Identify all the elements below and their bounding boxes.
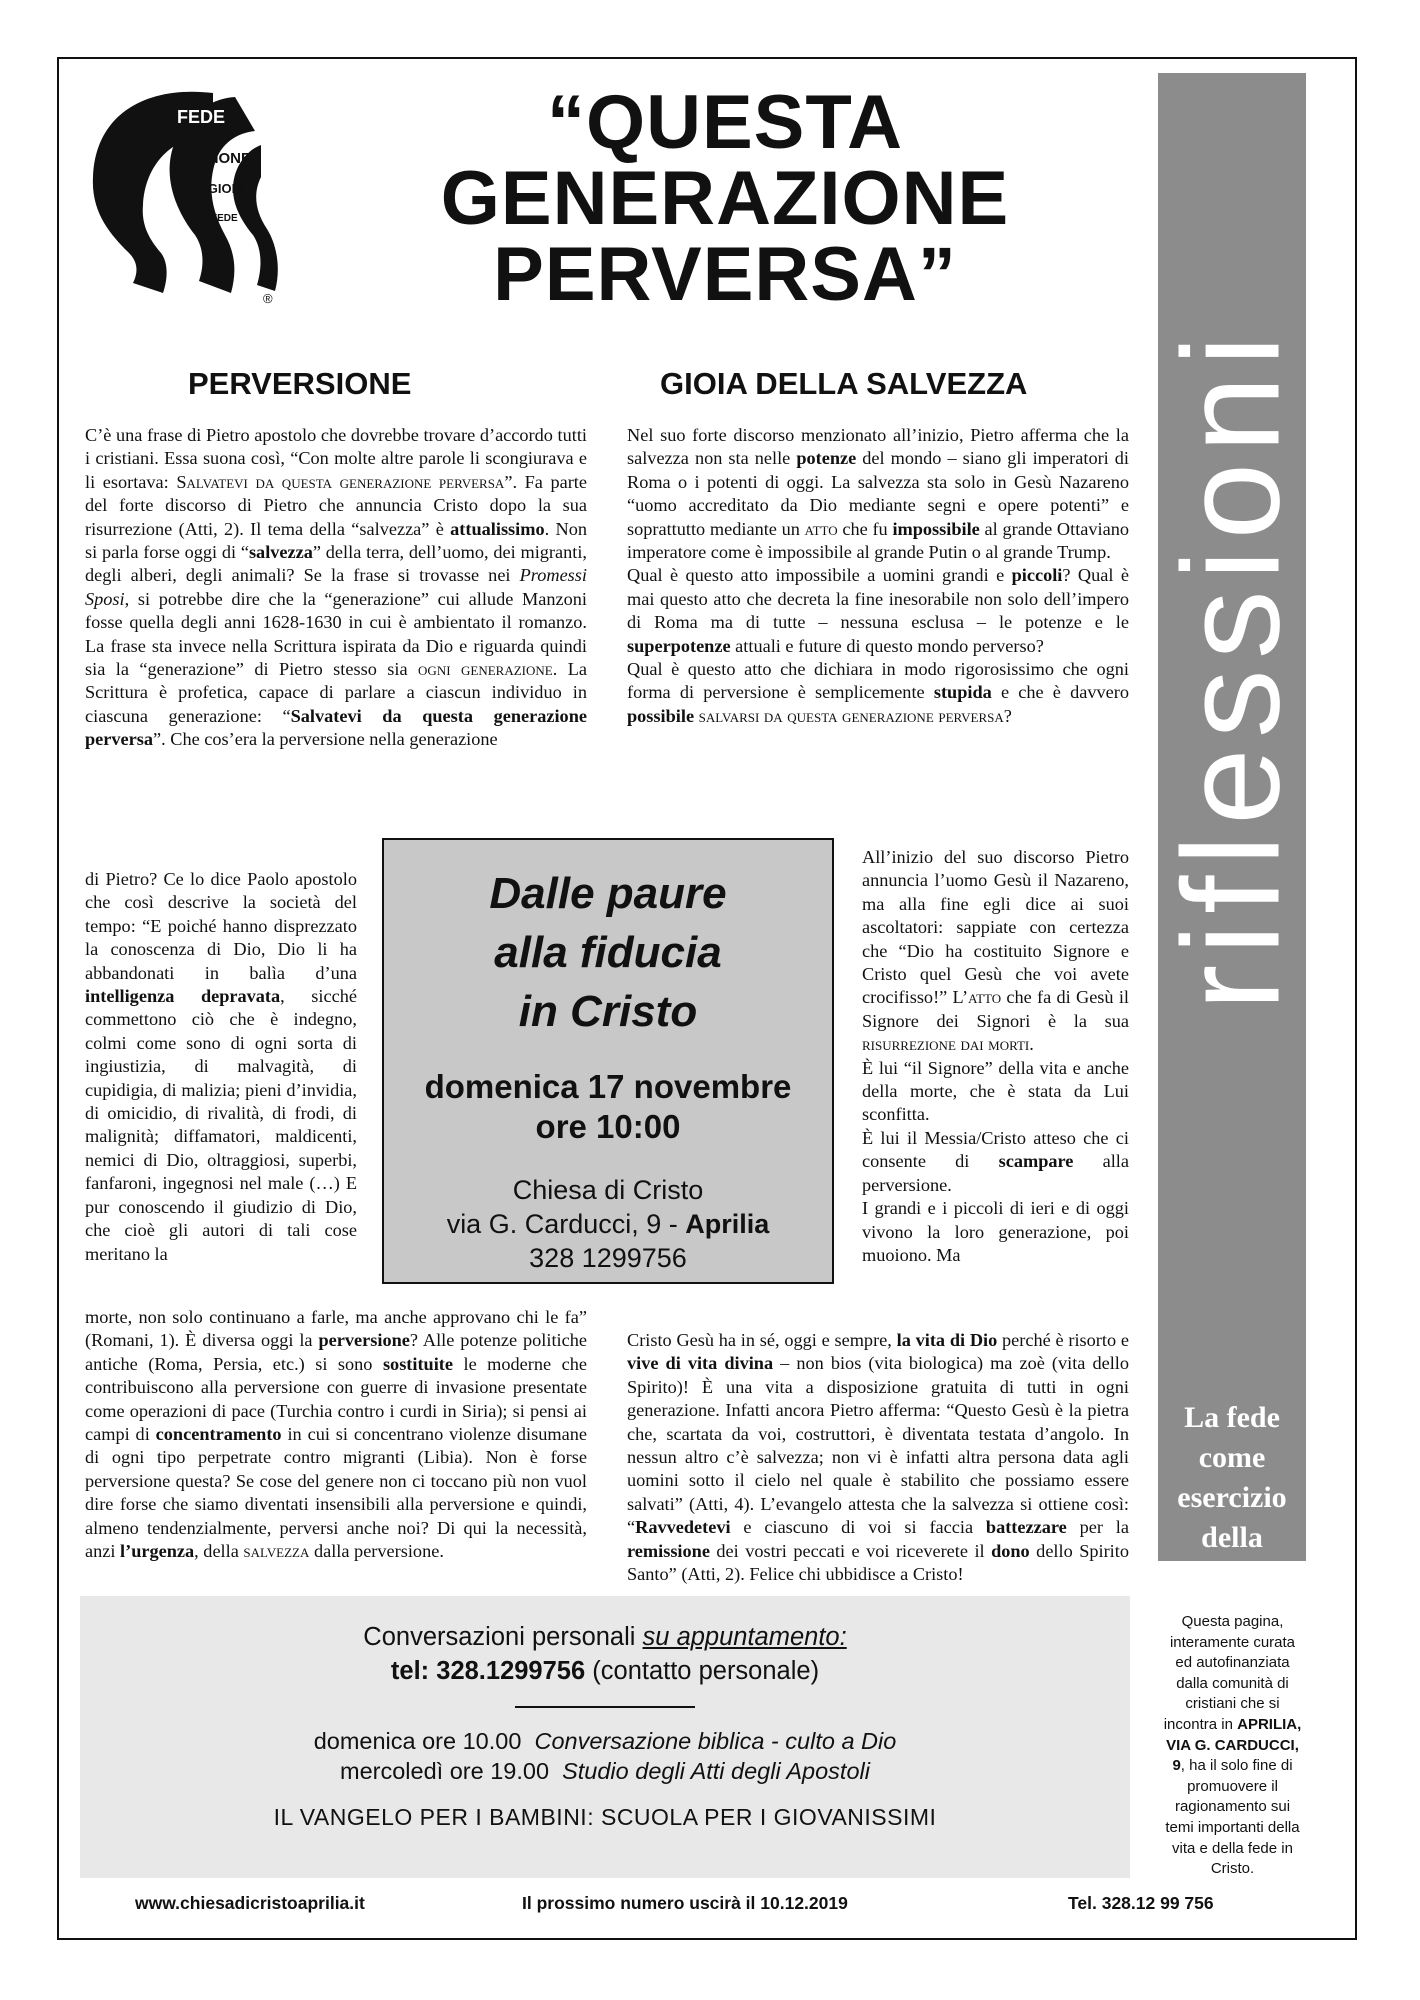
text-bold: battezzare: [985, 1517, 1067, 1538]
website-link[interactable]: www.chiesadicristoaprilia.it: [135, 1893, 365, 1913]
note-place: APRILIA, VIA G. CARDUCCI, 9: [1166, 1715, 1302, 1775]
text: di Pietro? Ce lo dice Paolo apostolo che così descrive la società del tempo: “E poiché hanno disprezzato la conoscenza di Dio, Dio li ha abbandonati in balìa d’una: [85, 869, 357, 983]
tel-number: tel: 328.1299756: [390, 1657, 586, 1685]
right-column-narrow: [862, 846, 1129, 1267]
text-bold: intelligenza depravata: [85, 986, 281, 1007]
title-line-1: “QUESTA: [546, 80, 904, 165]
registered-mark: ®: [263, 291, 273, 305]
next-issue-note: Il prossimo numero uscirà il 10.12.2019: [522, 1893, 848, 1913]
text: – non bios (vita biologica) ma zoè (vita dello Spirito)! È una vita a disposizione gratuita di tutti in ogni generazione. Infatti ancora Pietro afferma: “Questo Gesù è la pietra che, scartata da voi, costruttori, è diventata testata d’angolo. In nessun altro c’è salvezza; non vi è infatti altra persona data agli uomini sotto il cielo nel quale è stabilito che possiamo essere salvati” (Atti, 4). L’evangelo attesta che la salvezza si ottiene così: “: [627, 1353, 1129, 1538]
text: che fu: [842, 518, 888, 539]
motto-line: della: [1201, 1521, 1263, 1554]
riflessioni-sidebar: [1154, 73, 1309, 1594]
schedule-time: domenica ore 10.00: [313, 1728, 522, 1754]
text-smallcaps: risurrezione dai morti: [862, 1034, 1030, 1055]
callout-phone: 328 1299756: [529, 1243, 687, 1273]
callout-time: ore 10:00: [535, 1108, 681, 1145]
text-bold: remissione: [627, 1540, 710, 1561]
schedule-desc: Conversazione biblica - culto a Dio: [534, 1728, 897, 1754]
fede-ragione-logo: [85, 85, 280, 305]
text: .: [1029, 1034, 1034, 1055]
text: ? Qual è mai questo atto che decreta la fine inesorabile non solo dell’impero di Roma ma di tutte – nessuna esclusa – le potenze e le: [627, 565, 1129, 633]
text: , sicché commettono ciò che è indegno, colmi come sono di ogni sorta di ingiustizia, di malvagità, di cupidigia, di malizia; pieni d’invidia, di omicidio, di rivalità, di frodi, di malignità; diffamatori, maldicenti, nemici di Dio, oltraggiosi, superbi, fanfaroni, ingegnosi nel male (…) E pur conoscendo il giudizio di Dio, che cioè gli autori di tali cose meritano la: [85, 986, 357, 1264]
text: in cui si concentrano violenze disumane di ogni tipo perpetrate contro migranti (Libia). Non è forse perversione questa? Se cose del genere non ci toccano più non vuol dire forse che siamo diventati insensibili alla perversione e quindi, almeno tendenzialmente, perversi anche noi? Di qui la necessità, anzi: [85, 1424, 587, 1562]
logo-word-fede-2: FEDE: [211, 213, 238, 224]
paragraph: [627, 1329, 1129, 1586]
paragraph: [627, 564, 1129, 658]
text-smallcaps: atto: [968, 987, 1002, 1008]
text-bold: scampare: [998, 1151, 1074, 1172]
text: All’inizio del suo discorso Pietro annuncia l’uomo Gesù il Nazareno, ma alla fine egli dice ai suoi ascoltatori: sappiate con certezza che “Dio ha costituito Signore e Cristo quel Gesù che voi avete crocifisso!” L’: [862, 847, 1129, 1008]
note-text: , ha il solo fine di promuovere il ragionamento sui temi importanti della vita e della fede in Cristo.: [1165, 1757, 1300, 1878]
text-bold: piccoli: [1011, 565, 1063, 586]
text-bold: attualissimo: [450, 518, 545, 539]
text: ? Alle potenze politiche antiche (Roma, Persia, etc.) si sono: [85, 1330, 587, 1374]
event-callout: [382, 838, 834, 1284]
paragraph: [627, 658, 1129, 728]
motto-line: come: [1198, 1441, 1266, 1474]
footer-divider: [515, 1706, 695, 1708]
callout-church: Chiesa di Cristo: [512, 1175, 704, 1205]
text-italic: Promessi Sposi: [85, 565, 587, 609]
schedule-item: [80, 1726, 1130, 1756]
motto-line: mente: [1192, 1561, 1272, 1594]
callout-city: Aprilia: [685, 1209, 770, 1239]
text: dei vostri peccati e voi riceverete il: [716, 1540, 985, 1561]
text: , si potrebbe dire che la “generazione” cui allude Manzoni fosse quella degli anni 1628-1630 in cui è ambientato il romanzo. La frase sta invece nella Scrittura ispirata da Dio e riguarda quindi sia la “generazione” di Pietro stesso sia: [85, 588, 587, 680]
text: le moderne che contribuiscono alla perversione con guerre di invasione presentate come operazioni di pace (Turchia contro i curdi in Siria); si pensi ai campi di: [85, 1353, 587, 1445]
paragraph: [862, 1057, 1129, 1127]
callout-title-line: alla fiducia: [494, 928, 722, 977]
text-bold: stupida: [933, 682, 992, 703]
appointments-line: [80, 1622, 1130, 1652]
callout-place: [384, 1173, 832, 1275]
text: e ciascuno di voi si faccia: [743, 1517, 974, 1538]
sidebar-word: riflessioni: [1154, 325, 1309, 1011]
text: perché è risorto e: [1002, 1330, 1129, 1350]
text: . La Scrittura è profetica, capace di parlare a ciascun individuo in ciascuna generazione: “: [85, 659, 588, 726]
text: Qual è questo atto impossibile a uomini grandi e: [627, 565, 1005, 586]
text: per la: [1079, 1517, 1129, 1538]
text-smallcaps: ogni generazione: [418, 659, 553, 680]
text: ”. Che cos’era la perversione nella generazione: [153, 729, 498, 750]
text: ?: [1003, 705, 1012, 726]
title-line-2: GENERAZIONE: [440, 156, 1010, 241]
text: Qual è questo atto che dichiara in modo rigorosissimo che ogni forma di perversione è semplicemente: [627, 659, 1129, 703]
text: alla perversione.: [862, 1151, 1129, 1195]
text: al grande Ottaviano imperatore come è impossibile al grande Putin o al grande Trump.: [627, 518, 1130, 563]
text: . Non si parla forse oggi di “: [85, 518, 587, 563]
appointments-label: Conversazioni personali: [363, 1623, 636, 1651]
text: che fa di Gesù il Signore dei Signori è la sua: [862, 987, 1129, 1031]
callout-title-line: Dalle paure: [489, 869, 727, 918]
text-bold: sostituite: [382, 1353, 454, 1374]
paragraph: [627, 424, 1129, 564]
right-column-bottom: [627, 1329, 1129, 1586]
callout-title: [384, 864, 832, 1041]
text: È lui il Messia/Cristo atteso che ci consente di: [862, 1127, 1129, 1172]
paragraph: [85, 424, 587, 752]
text: morte, non solo continuano a farle, ma anche approvano chi le fa” (Romani, 1). È diversa oggi la: [85, 1307, 587, 1351]
text: ” della terra, dell’uomo, dei migranti, degli alberi, degli animali? Se la frase si trovasse nei: [85, 542, 587, 586]
text-bold: l’urgenza: [120, 1541, 195, 1562]
text-smallcaps: atto: [804, 518, 838, 539]
callout-datetime: [384, 1067, 832, 1147]
motto-line: esercizio: [1177, 1481, 1287, 1514]
text: del mondo – siano gli imperatori di Roma o i potenti di oggi. La salvezza sta solo in Gesù Nazareno “uomo accreditato da Dio mediante segni e opere potenti” e soprattutto mediante un: [627, 448, 1130, 539]
text-bold: vive di vita divina: [627, 1353, 774, 1374]
callout-address-line: [384, 1207, 832, 1241]
text-bold: salvezza: [248, 542, 313, 563]
text-smallcaps: salvezza: [243, 1541, 310, 1562]
section-heading-gioia: GIOIA DELLA SALVEZZA: [660, 366, 1028, 401]
text-bold: la vita di Dio: [896, 1330, 998, 1350]
sidebar-word-box: [1154, 73, 1309, 1263]
appointments-link: su appuntamento:: [642, 1623, 847, 1651]
text: Cristo Gesù ha in sé, oggi e sempre,: [627, 1330, 892, 1350]
schedule-desc: Studio degli Atti degli Apostoli: [562, 1758, 870, 1784]
tel-note: (contatto personale): [592, 1657, 820, 1685]
text-bold: potenze: [796, 448, 857, 469]
logo-word-ragione-1: RAGIONE: [181, 150, 252, 167]
section-heading-perversione: PERVERSIONE: [188, 366, 412, 401]
logo-word-ragione-2: RAGIONE: [189, 181, 250, 196]
note-text: Questa pagina, interamente curata ed autofinanziata dalla comunità di cristiani che si incontra in: [1163, 1613, 1296, 1733]
sidebar-motto: [1158, 1398, 1306, 1598]
callout-date: domenica 17 novembre: [424, 1068, 792, 1105]
text-bold: Ravvedetevi: [635, 1517, 731, 1538]
text: , della: [194, 1541, 239, 1562]
paragraph: [862, 1197, 1129, 1267]
text-bold: dono: [991, 1540, 1030, 1561]
text-bold: impossibile: [892, 518, 980, 539]
text: È lui “il Signore” della vita e anche della morte, che è stata da Lui sconfitta.: [862, 1057, 1129, 1125]
title-line-3: PERVERSA”: [493, 232, 957, 317]
text: attuali e future di questo mondo perverso?: [735, 635, 1044, 656]
text: C’è una frase di Pietro apostolo che dovrebbe trovare d’accordo tutti i cristiani. Essa suona così, “Con molte altre parole li scongiurava e li esortava:: [85, 425, 587, 492]
paragraph: [862, 1127, 1129, 1197]
text-bold: Salvatevi da questa generazione perversa: [85, 705, 587, 750]
contact-footer-box: [80, 1596, 1130, 1878]
left-column-bottom: [85, 1306, 587, 1563]
text-bold: superpotenze: [627, 635, 731, 656]
schedule-item: [80, 1756, 1130, 1786]
schedule: [80, 1726, 1130, 1786]
schedule-time: mercoledì ore 19.00: [340, 1758, 550, 1784]
text-smallcaps: Salvatevi da questa generazione perversa: [176, 471, 505, 492]
callout-title-line: in Cristo: [518, 987, 698, 1036]
paragraph: [85, 868, 357, 1266]
publisher-note: [1160, 1612, 1305, 1880]
right-column-top: [627, 424, 1129, 728]
text: e che è davvero: [1000, 682, 1129, 703]
text-smallcaps: salvarsi da questa generazione perversa: [698, 705, 1004, 726]
paragraph: [862, 846, 1129, 1057]
text: dalla perversione.: [313, 1541, 444, 1562]
text-bold: concentramento: [155, 1424, 282, 1445]
motto-line: La fede: [1184, 1401, 1280, 1434]
bottom-phone: Tel. 328.12 99 756: [1068, 1893, 1214, 1913]
text-bold: possibile: [627, 705, 695, 726]
tel-line: [80, 1656, 1130, 1686]
page-title: [360, 80, 1090, 317]
left-column-top: [85, 424, 587, 752]
text: I grandi e i piccoli di ieri e di oggi vivono la loro generazione, poi muoiono. Ma: [862, 1198, 1129, 1265]
paragraph: [85, 1306, 587, 1563]
left-column-narrow: [85, 868, 357, 1266]
logo-word-fede-1: FEDE: [177, 107, 226, 127]
text: dello Spirito Santo” (Atti, 2). Felice chi ubbidisce a Cristo!: [627, 1540, 1129, 1585]
text-bold: perversione: [318, 1330, 410, 1351]
text: ”. Fa parte del forte discorso di Pietro che annuncia Cristo dopo la sua risurrezione (Atti, 2). Il tema della “salvezza” è: [85, 471, 587, 539]
callout-address: via G. Carducci, 9 -: [446, 1209, 678, 1239]
text: Nel suo forte discorso menzionato all’inizio, Pietro afferma che la salvezza non sta nelle: [627, 425, 1129, 469]
kids-program: IL VANGELO PER I BAMBINI: SCUOLA PER I GIOVANISSIMI: [273, 1804, 937, 1830]
